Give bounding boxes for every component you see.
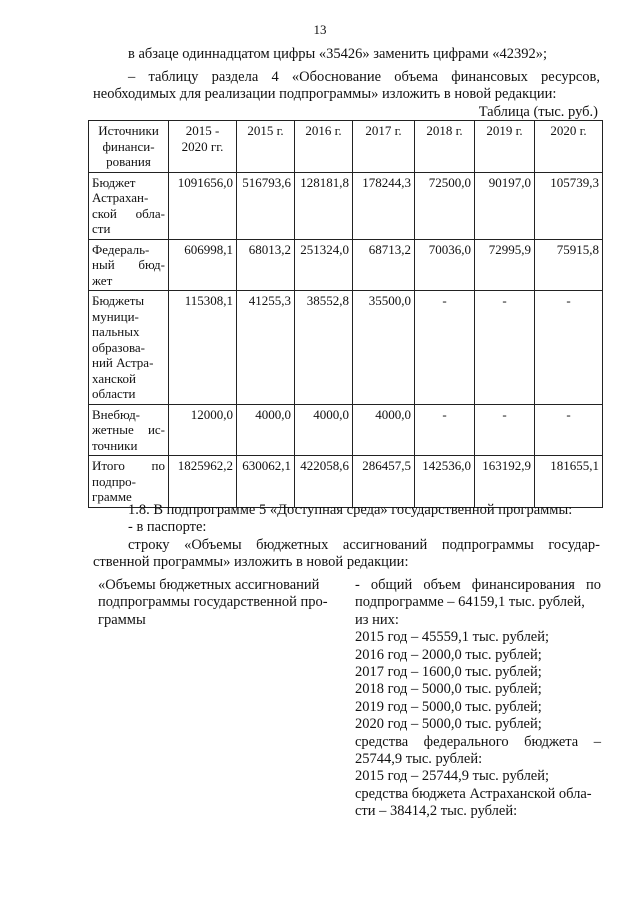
source-line: точники — [92, 437, 138, 453]
value-cell: - — [535, 291, 603, 405]
financing-table — [88, 120, 603, 508]
value-cell: 286457,5 — [353, 456, 415, 508]
value-cell: 90197,0 — [475, 172, 535, 239]
value-cell: - — [475, 291, 535, 405]
section-1-8-line-3: строку «Объемы бюджетных ассигнований подпрограммы государ- — [128, 537, 600, 553]
value-cell: 4000,0 — [295, 404, 353, 456]
value-cell: 606998,1 — [169, 239, 237, 291]
table-header — [89, 121, 603, 173]
source-line: Федераль- — [92, 241, 150, 257]
source-line: области — [92, 386, 136, 401]
value-cell: 142536,0 — [415, 456, 475, 508]
passport-value-line: 2016 год – 2000,0 тыс. рублей; — [355, 646, 542, 663]
section-1-8-line-4: ственной программы» изложить в новой редакции: — [93, 554, 409, 570]
passport-value-line: 2017 год – 1600,0 тыс. рублей; — [355, 664, 542, 681]
header-year-2016: 2016 г. — [295, 121, 353, 173]
table-row — [89, 404, 603, 456]
value-cell: - — [415, 404, 475, 456]
intro-line-2: – таблицу раздела 4 «Обоснование объема финансовых ресурсов, — [128, 69, 600, 85]
table-caption: Таблица (тыс. руб.) — [478, 104, 598, 120]
passport-value-line: сти – 38414,2 тыс. рублей: — [355, 803, 518, 820]
passport-row-value — [355, 577, 601, 821]
source-line: грамме — [92, 489, 132, 504]
source-line: ханской — [92, 370, 136, 386]
passport-value-line: - общий объем финансирования по — [355, 577, 601, 593]
value-cell: 38552,8 — [295, 291, 353, 405]
header-year-2017: 2017 г. — [353, 121, 415, 173]
value-cell: 128181,8 — [295, 172, 353, 239]
source-line: Бюджеты — [92, 293, 145, 308]
source-line: ской обла- — [92, 205, 165, 221]
row-source — [89, 404, 169, 456]
header-total-period — [169, 121, 237, 173]
header-total-line: 2015 - — [185, 123, 220, 138]
value-cell: - — [415, 291, 475, 405]
header-source — [89, 121, 169, 173]
value-cell: 1091656,0 — [169, 172, 237, 239]
source-line: Итого по — [92, 458, 165, 473]
header-year-2015: 2015 г. — [237, 121, 295, 173]
passport-value-line: средства бюджета Астраханской обла- — [355, 785, 592, 802]
value-cell: 163192,9 — [475, 456, 535, 508]
header-source-line: рования — [106, 154, 151, 169]
source-line: ный бюд- — [92, 257, 165, 272]
value-cell: 41255,3 — [237, 291, 295, 405]
row-source — [89, 172, 169, 239]
source-line: жет — [92, 272, 113, 288]
header-total-line: 2020 гг. — [181, 138, 224, 154]
passport-value-line: 2019 год – 5000,0 тыс. рублей; — [355, 698, 542, 715]
value-cell: 68713,2 — [353, 239, 415, 291]
table-row — [89, 239, 603, 291]
header-year-2018: 2018 г. — [415, 121, 475, 173]
passport-label-line: граммы — [98, 611, 146, 628]
source-line: Внебюд- — [92, 406, 141, 422]
source-line: пальных — [92, 324, 140, 339]
source-line: сти — [92, 221, 111, 236]
header-source-line: Источники — [98, 123, 159, 138]
value-cell: 72995,9 — [475, 239, 535, 291]
passport-value-line: 2018 год – 5000,0 тыс. рублей; — [355, 681, 542, 698]
source-line: жетные ис- — [92, 422, 165, 437]
row-source — [89, 456, 169, 508]
passport-value-line: средства федерального бюджета – — [355, 733, 601, 750]
passport-value-line: из них: — [355, 611, 399, 628]
value-cell: 181655,1 — [535, 456, 603, 508]
passport-value-line: 25744,9 тыс. рублей: — [355, 751, 483, 768]
value-cell: 516793,6 — [237, 172, 295, 239]
table-row — [89, 172, 603, 239]
value-cell: 4000,0 — [237, 404, 295, 456]
intro-line-1: в абзаце одиннадцатом цифры «35426» заменить цифрами «42392»; — [128, 46, 548, 62]
header-year-2020: 2020 г. — [535, 121, 603, 173]
passport-value-line: подпрограмме – 64159,1 тыс. рублей, — [355, 594, 585, 611]
section-1-8-passport: - в паспорте: — [128, 519, 207, 535]
value-cell: 12000,0 — [169, 404, 237, 456]
header-year-2019: 2019 г. — [475, 121, 535, 173]
passport-value-line: 2020 год – 5000,0 тыс. рублей; — [355, 716, 542, 733]
passport-value-line: 2015 год – 45559,1 тыс. рублей; — [355, 629, 550, 646]
source-line: Астрахан- — [92, 190, 149, 205]
header-source-line: финанси- — [102, 138, 155, 154]
passport-label-line: подпрограммы государственной про- — [98, 594, 328, 611]
value-cell: - — [535, 404, 603, 456]
intro-line-3: необходимых для реализации подпрограммы» изложить в новой редакции: — [93, 86, 557, 102]
value-cell: 68013,2 — [237, 239, 295, 291]
table-row-total — [89, 456, 603, 508]
value-cell: 70036,0 — [415, 239, 475, 291]
header-row — [89, 121, 603, 173]
value-cell: 630062,1 — [237, 456, 295, 508]
passport-row-label — [98, 577, 338, 629]
value-cell: 422058,6 — [295, 456, 353, 508]
passport-label-line: «Объемы бюджетных ассигнований — [98, 577, 320, 593]
value-cell: 1825962,2 — [169, 456, 237, 508]
value-cell: 4000,0 — [353, 404, 415, 456]
source-line: Бюджет — [92, 174, 136, 190]
passport-value-line: 2015 год – 25744,9 тыс. рублей; — [355, 768, 550, 785]
source-line: ний Астра- — [92, 355, 154, 370]
table-row — [89, 291, 603, 405]
value-cell: 115308,1 — [169, 291, 237, 405]
value-cell: 35500,0 — [353, 291, 415, 405]
source-line: подпро- — [92, 473, 136, 489]
row-source — [89, 291, 169, 405]
section-1-8-heading: 1.8. В подпрограмме 5 «Доступная среда» государственной программы: — [128, 502, 573, 518]
value-cell: 251324,0 — [295, 239, 353, 291]
row-source — [89, 239, 169, 291]
value-cell: - — [475, 404, 535, 456]
page-number: 13 — [313, 22, 327, 37]
source-line: образова- — [92, 339, 146, 355]
value-cell: 178244,3 — [353, 172, 415, 239]
value-cell: 105739,3 — [535, 172, 603, 239]
value-cell: 72500,0 — [415, 172, 475, 239]
source-line: муници- — [92, 308, 139, 324]
value-cell: 75915,8 — [535, 239, 603, 291]
